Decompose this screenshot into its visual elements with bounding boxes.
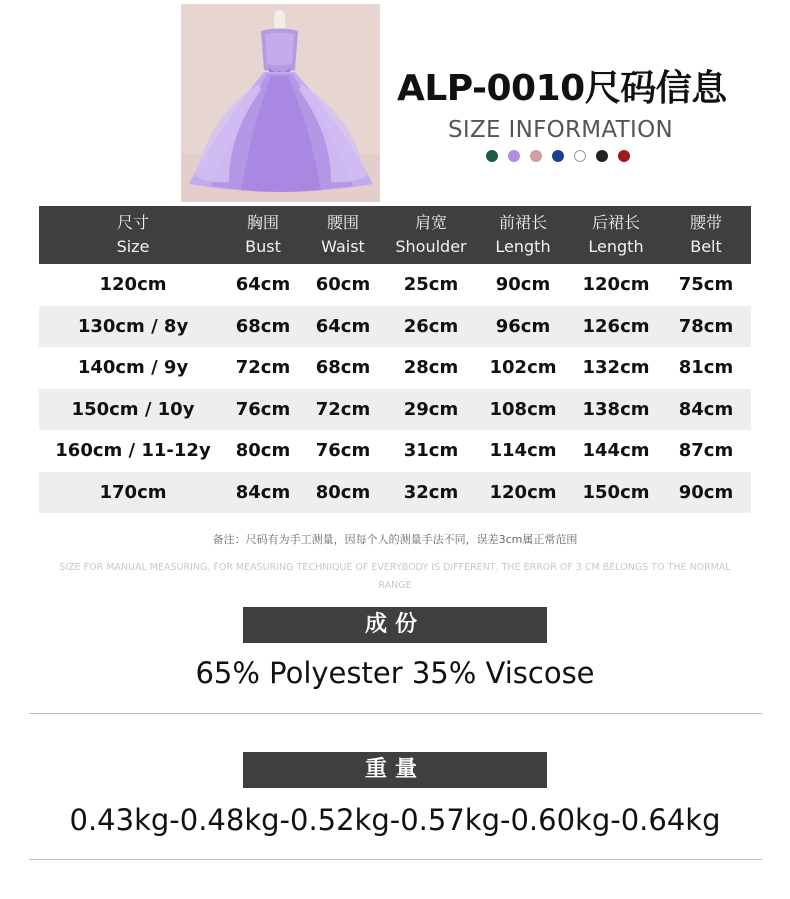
header-cn: 腰围: [326, 213, 359, 232]
header-shoulder: [387, 206, 475, 264]
divider: [29, 713, 762, 714]
table-cell: 60cm: [315, 274, 371, 296]
measurement-note-en: SIZE FOR MANUAL MEASURING, FOR MEASURING TECHNIQUE OF EVERYBODY IS DIFFERENT, THE ERROR OF 3 CM BELONGS TO THE NORMAL RANGE: [59, 562, 731, 591]
table-cell: 32cm: [387, 472, 475, 514]
table-cell: 84cm: [227, 472, 299, 514]
table-cell: 84cm: [661, 389, 751, 431]
header-en: Waist: [321, 237, 365, 256]
measurement-note-cn: 备注：尺码有为手工测量，因每个人的测量手法不同，误差3cm属正常范围: [212, 533, 578, 546]
header-cn: 肩宽: [414, 213, 447, 232]
composition-label: 成份: [243, 607, 547, 643]
header-cn: 前裙长: [498, 213, 547, 232]
table-cell: 78cm: [661, 306, 751, 348]
header-cn: 尺寸: [116, 213, 149, 232]
color-swatch[interactable]: [552, 150, 564, 162]
table-cell: 126cm: [571, 306, 661, 348]
table-cell: 64cm: [235, 274, 291, 296]
table-cell: 120cm: [475, 472, 571, 514]
table-cell: 96cm: [475, 306, 571, 348]
table-cell: 81cm: [678, 357, 734, 379]
table-cell: 150cm: [571, 472, 661, 514]
size-table-header: [39, 206, 751, 264]
weight-value: 0.43kg-0.48kg-0.52kg-0.57kg-0.60kg-0.64kg: [69, 803, 721, 837]
table-cell: 114cm: [489, 440, 557, 462]
weight-label: 重量: [243, 752, 547, 788]
color-swatch[interactable]: [530, 150, 542, 162]
color-swatches: [486, 150, 630, 164]
composition-value: 65% Polyester 35% Viscose: [195, 656, 595, 690]
table-cell: 120cm: [99, 274, 167, 296]
header-en: Belt: [690, 237, 722, 256]
table-cell: 72cm: [235, 357, 291, 379]
table-cell: 130cm / 8y: [39, 306, 227, 348]
divider: [29, 859, 762, 860]
table-cell: 75cm: [678, 274, 734, 296]
table-cell: 68cm: [227, 306, 299, 348]
page-title: ALP-0010尺码信息: [397, 68, 727, 109]
header-size: [39, 206, 227, 264]
table-cell: 76cm: [315, 440, 371, 462]
color-swatch[interactable]: [596, 150, 608, 162]
header-en: Bust: [245, 237, 281, 256]
table-row: [39, 264, 751, 306]
table-cell: 102cm: [489, 357, 557, 379]
table-cell: 26cm: [387, 306, 475, 348]
table-cell: 150cm / 10y: [39, 389, 227, 431]
header-en: Shoulder: [395, 237, 467, 256]
table-cell: 138cm: [571, 389, 661, 431]
table-cell: 72cm: [299, 389, 387, 431]
product-photo: [181, 4, 380, 202]
table-row: [39, 347, 751, 389]
dress-illustration: [181, 4, 380, 202]
table-cell: 140cm / 9y: [77, 357, 189, 379]
table-cell: 144cm: [582, 440, 650, 462]
header-belt: [661, 206, 751, 264]
table-cell: 80cm: [235, 440, 291, 462]
table-cell: 90cm: [495, 274, 551, 296]
table-cell: 28cm: [403, 357, 459, 379]
table-cell: 160cm / 11-12y: [55, 440, 211, 462]
table-row: [39, 472, 751, 514]
table-cell: 68cm: [315, 357, 371, 379]
table-cell: 132cm: [582, 357, 650, 379]
table-row: [39, 306, 751, 348]
color-swatch[interactable]: [486, 150, 498, 162]
table-cell: 80cm: [299, 472, 387, 514]
table-cell: 170cm: [39, 472, 227, 514]
header-waist: [299, 206, 387, 264]
color-swatch[interactable]: [574, 150, 586, 162]
header-en: Size: [116, 237, 150, 256]
table-cell: 90cm: [661, 472, 751, 514]
header-cn: 后裙长: [591, 213, 640, 232]
table-cell: 108cm: [475, 389, 571, 431]
table-row: [39, 389, 751, 431]
header-en: Length: [495, 237, 551, 256]
table-cell: 87cm: [678, 440, 734, 462]
header-cn: 胸围: [246, 213, 279, 232]
color-swatch[interactable]: [508, 150, 520, 162]
header-bust: [227, 206, 299, 264]
table-cell: 25cm: [403, 274, 459, 296]
size-table: [39, 206, 751, 513]
color-swatch[interactable]: [618, 150, 630, 162]
table-cell: 31cm: [403, 440, 459, 462]
page-subtitle: SIZE INFORMATION: [448, 117, 674, 143]
table-cell: 76cm: [227, 389, 299, 431]
size-table-body: [39, 264, 751, 513]
header-cn: 腰带: [689, 213, 722, 232]
table-cell: 120cm: [582, 274, 650, 296]
table-cell: 29cm: [387, 389, 475, 431]
table-row: [39, 430, 751, 472]
header-en: Length: [588, 237, 644, 256]
table-cell: 64cm: [299, 306, 387, 348]
header-front-length: [475, 206, 571, 264]
header-back-length: [571, 206, 661, 264]
